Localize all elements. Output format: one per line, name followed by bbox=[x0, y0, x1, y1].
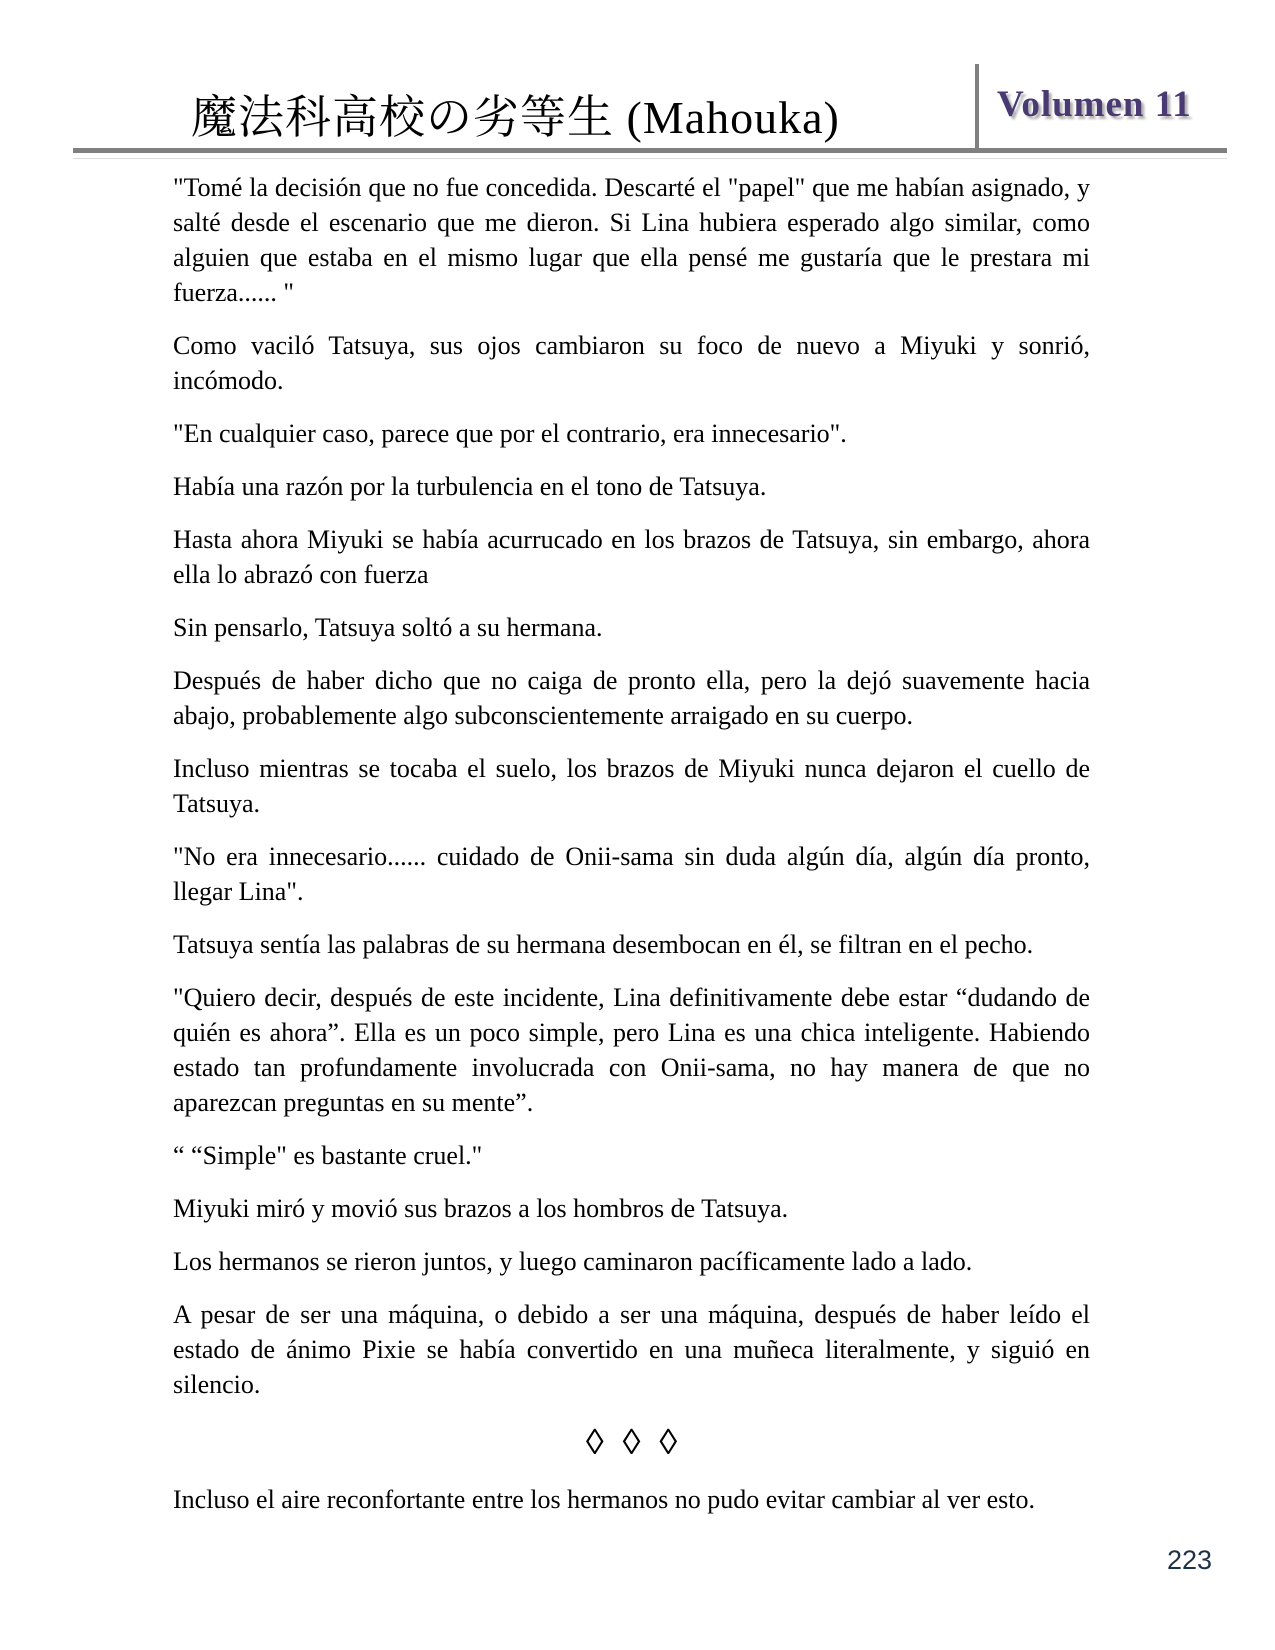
volume-block bbox=[975, 64, 1227, 148]
body-paragraph: "En cualquier caso, parece que por el contrario, era innecesario". bbox=[173, 419, 847, 448]
page-body bbox=[173, 170, 1090, 1517]
body-paragraph: Tatsuya sentía las palabras de su hermana desembocan en él, se filtran en el pecho. bbox=[173, 930, 1034, 959]
header-spacer bbox=[840, 64, 975, 148]
paragraph-list bbox=[173, 170, 1090, 1402]
volume-label: Volumen 11 bbox=[997, 83, 1192, 125]
closing-paragraph: Incluso el aire reconfortante entre los hermanos no pudo evitar cambiar al ver esto. bbox=[173, 1485, 1035, 1514]
book-title: 魔法科高校の劣等生 (Mahouka) bbox=[191, 92, 840, 144]
body-paragraph: "No era innecesario...... cuidado de Onii-sama sin duda algún día, algún día pronto, llegar Lina". bbox=[173, 842, 1090, 906]
body-paragraph: Miyuki miró y movió sus brazos a los hombros de Tatsuya. bbox=[173, 1194, 789, 1223]
body-paragraph: "Tomé la decisión que no fue concedida. Descarté el "papel" que me habían asignado, y salté desde el escenario que me dieron. Si Lina hubiera esperado algo similar, como alguien que estaba en el mismo lugar que ella pensé me gustaría que le prestara mi fuerza...... " bbox=[173, 173, 1090, 307]
body-paragraph: A pesar de ser una máquina, o debido a ser una máquina, después de haber leído el estado de ánimo Pixie se había convertido en una muñeca literalmente, y siguió en silencio. bbox=[173, 1300, 1090, 1399]
body-paragraph: Incluso mientras se tocaba el suelo, los brazos de Miyuki nunca dejaron el cuello de Tatsuya. bbox=[173, 754, 1090, 818]
body-paragraph: "Quiero decir, después de este incidente, Lina definitivamente debe estar “dudando de quién es ahora”. Ella es un poco simple, pero Lina es una chica inteligente. Habiendo estado tan profundamente involucrada con Onii-sama, no hay manera de que no aparezcan preguntas en su mente”. bbox=[173, 983, 1090, 1117]
body-paragraph: Había una razón por la turbulencia en el tono de Tatsuya. bbox=[173, 472, 767, 501]
body-paragraph: Después de haber dicho que no caiga de pronto ella, pero la dejó suavemente hacia abajo, probablemente algo subconscientemente arraigado en su cuerpo. bbox=[173, 666, 1090, 730]
scene-break-divider: ◊ ◊ ◊ bbox=[585, 1422, 678, 1462]
body-paragraph: “ “Simple" es bastante cruel." bbox=[173, 1141, 483, 1170]
page-header bbox=[73, 64, 1227, 153]
body-paragraph: Hasta ahora Miyuki se había acurrucado en los brazos de Tatsuya, sin embargo, ahora ella lo abrazó con fuerza bbox=[173, 525, 1090, 589]
header-rule-thin bbox=[73, 158, 1227, 159]
body-paragraph: Los hermanos se rieron juntos, y luego caminaron pacíficamente lado a lado. bbox=[173, 1247, 973, 1276]
body-paragraph: Sin pensarlo, Tatsuya soltó a su hermana. bbox=[173, 613, 603, 642]
body-paragraph: Como vaciló Tatsuya, sus ojos cambiaron su foco de nuevo a Miyuki y sonrió, incómodo. bbox=[173, 331, 1090, 395]
page-number: 223 bbox=[1166, 1545, 1212, 1575]
